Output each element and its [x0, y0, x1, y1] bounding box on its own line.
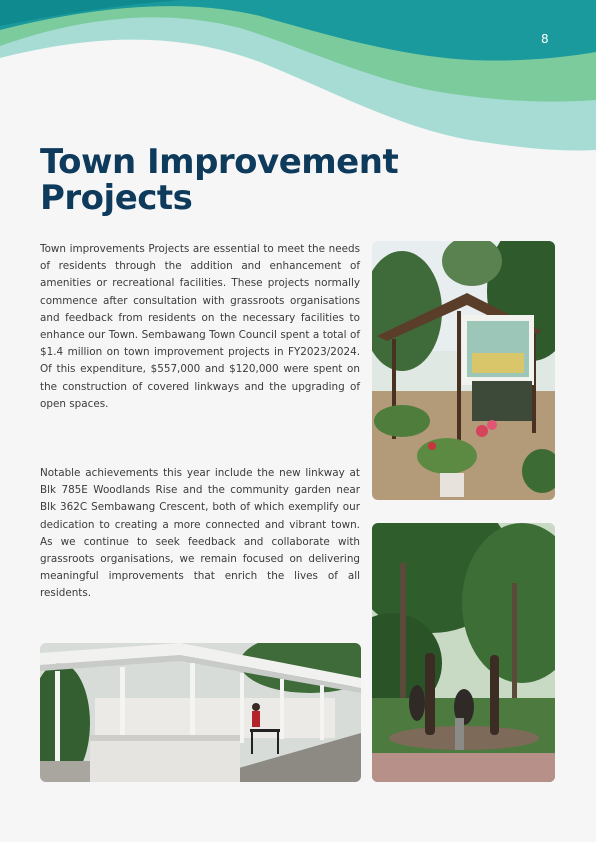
body-paragraph-2: Notable achievements this year include the new linkway at Blk 785E Woodlands Rise and the community garden near Blk 362C Sembawang Crescent, both of which exemplify our dedication to creating a more connected and vibrant town. As we continue to seek feedback and collaborate with grassroots organisations, we remain focused on delivering meaningful improvements that enrich the lives of all residents.: [40, 467, 360, 600]
title-line-2: Projects: [40, 178, 193, 218]
body-paragraph-1: Town improvements Projects are essential to meet the needs of residents through the addition and enhancement of amenities or recreational facilities. These projects normally commence after consultation with grassroots organisations and feedback from residents on the necessary facilities to enhance our Town. Sembawang Town Council spent a total of $1.4 million on town improvement projects in FY2023/2024. Of this expenditure, $557,000 and $120,000 were spent on the construction of covered linkways and the upgrading of open spaces.: [40, 243, 360, 410]
page-title: [40, 144, 398, 216]
covered-linkway-photo: [40, 643, 361, 782]
title-line-1: Town Improvement: [40, 142, 399, 182]
community-garden-photo: [372, 241, 555, 500]
header-wave-decoration: [0, 0, 596, 160]
park-sculpture-photo: [372, 523, 555, 782]
page-number: 8: [541, 32, 549, 46]
